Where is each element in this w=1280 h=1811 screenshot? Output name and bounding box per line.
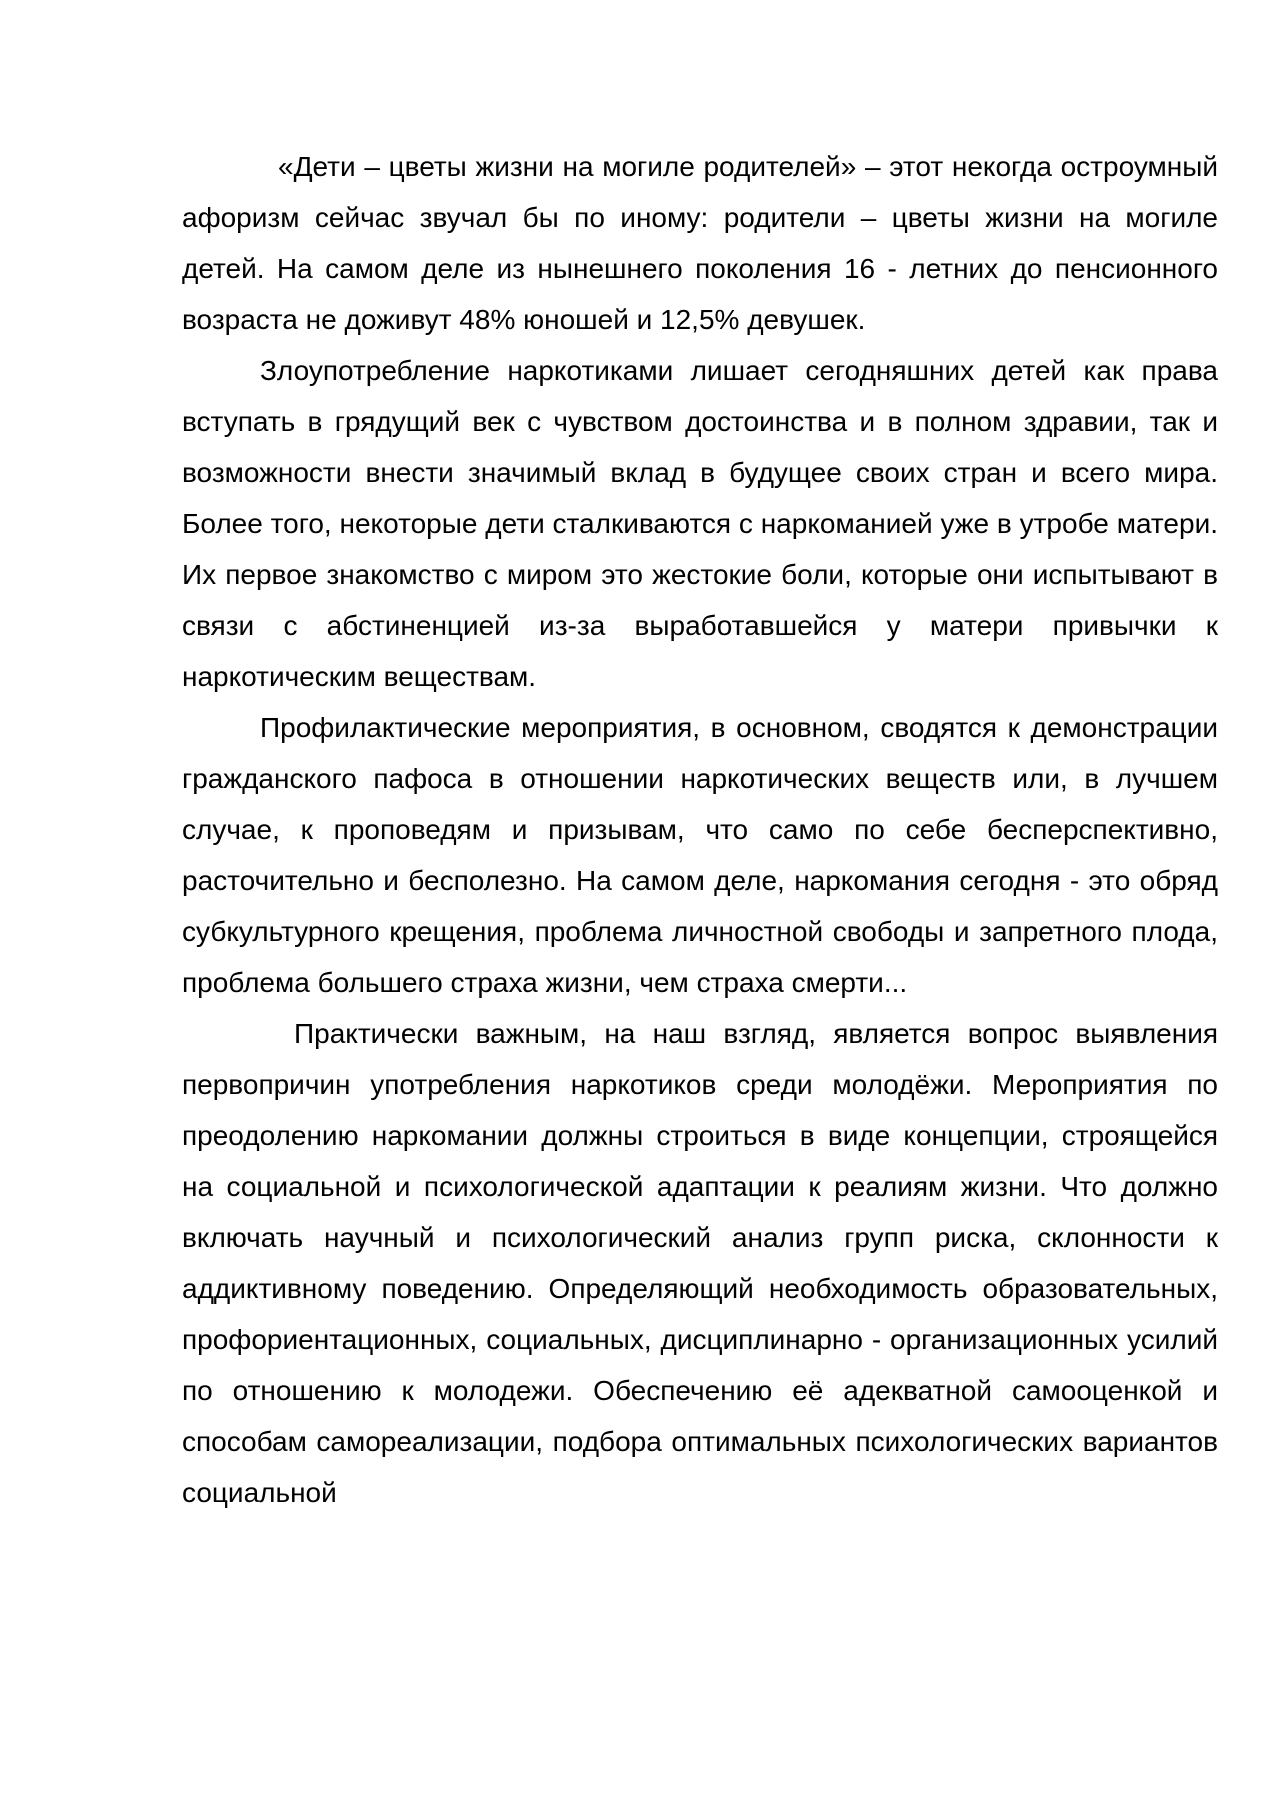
paragraph-2: Злоупотребление наркотиками лишает сегодняшних детей как права вступать в грядущий век с чувством достоинства и в полном здравии, так и возможности внести значимый вклад в будущее своих стран и всего мира. Более того, некоторые дети сталкиваются с наркоманией уже в утробе матери. Их первое знакомство с миром это жестокие боли, которые они испытывают в связи с абстиненцией из-за выработавшейся у матери привычки к наркотическим веществам. [182,355,1218,692]
document-body [182,141,1218,1518]
paragraph-4: Практически важным, на наш взгляд, является вопрос выявления первопричин употребления наркотиков среди молодёжи. Мероприятия по преодолению наркомании должны строиться в виде концепции, строящейся на социальной и психологической адаптации к реалиям жизни. Что должно включать научный и психологический анализ групп риска, склонности к аддиктивному поведению. Определяющий необходимость образовательных, профориентационных, социальных, дисциплинарно - организационных усилий по отношению к молодежи. Обеспечению её адекватной самооценкой и способам самореализации, подбора оптимальных психологических вариантов социальной [182,1018,1218,1508]
paragraph-3: Профилактические мероприятия, в основном, сводятся к демонстрации гражданского пафоса в отношении наркотических веществ или, в лучшем случае, к проповедям и призывам, что само по себе бесперспективно, расточительно и бесполезно. На самом деле, наркомания сегодня - это обряд субкультурного крещения, проблема личностной свободы и запретного плода, проблема большего страха жизни, чем страха смерти... [182,712,1218,998]
paragraph-1: «Дети – цветы жизни на могиле родителей» – этот некогда остроумный афоризм сейчас звучал бы по иному: родители – цветы жизни на могиле детей. На самом деле из нынешнего поколения 16 - летних до пенсионного возраста не доживут 48% юношей и 12,5% девушек. [182,151,1218,335]
